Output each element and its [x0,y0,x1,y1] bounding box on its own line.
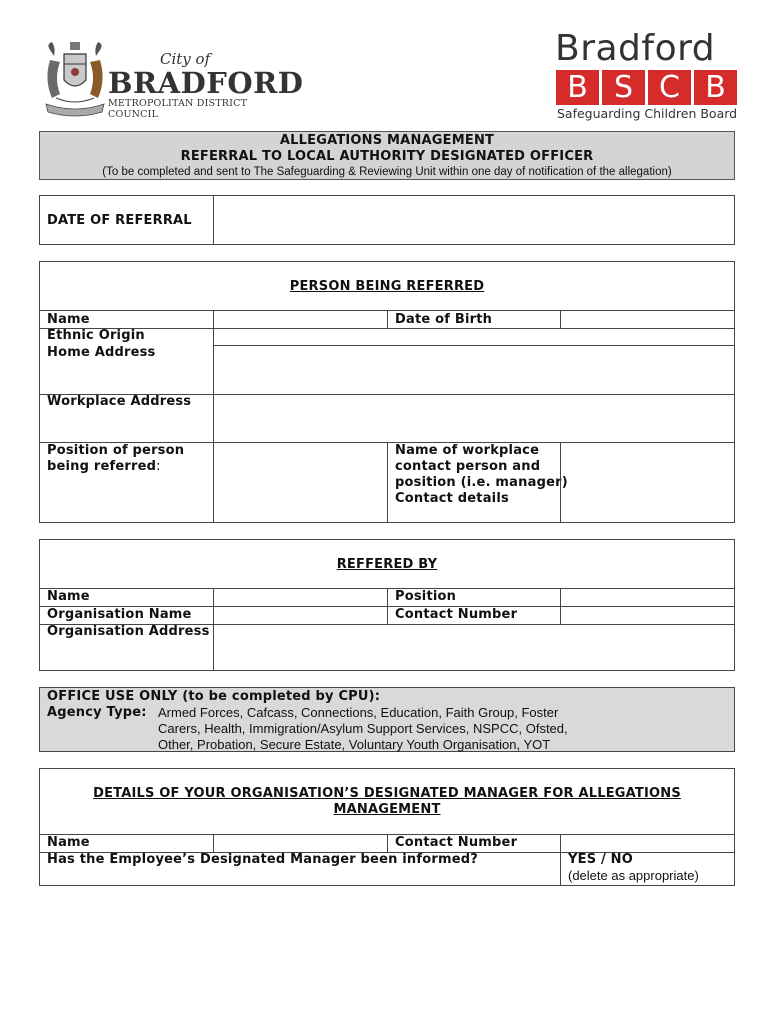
home-address-label: Home Address [47,345,156,360]
manager-name-label: Name [47,835,90,850]
date-of-birth-label: Date of Birth [395,312,493,327]
form-header [39,131,735,180]
organisation-address-label: Organisation Address [47,624,210,639]
referrer-name-field[interactable] [213,588,387,606]
home-address-field[interactable] [213,345,734,394]
ethnic-origin-label: Ethnic Origin [47,328,145,343]
agency-list-line1: Armed Forces, Cafcass, Connections, Education, Faith Group, Foster [158,705,559,720]
referred-by-section [39,539,735,671]
organisation-name-label: Organisation Name [47,607,192,622]
organisation-address-field[interactable] [213,624,734,670]
bscb-letter-b1: B [556,70,599,105]
workplace-contact-line3: position (i.e. manager) [395,475,568,490]
position-field[interactable] [213,442,387,522]
bscb-letter-b2: B [694,70,737,105]
form-subtitle: (To be completed and sent to The Safeguarding & Reviewing Unit within one day of notification of the allegation) [102,166,672,178]
position-label-line2: being referred: [47,459,161,474]
bradford-word: Bradford [555,28,716,69]
person-name-label: Name [47,312,90,327]
referrer-position-label: Position [395,589,457,604]
date-of-referral-box [39,195,735,245]
bscb-letter-c: C [648,70,691,105]
referred-by-heading: REFFERED BY [336,557,438,572]
date-of-birth-field[interactable] [560,310,734,328]
designated-heading-2: MANAGEMENT [333,802,441,817]
contact-details-label: Contact details [395,491,509,506]
yes-no-option[interactable]: YES / NO [568,852,633,867]
organisation-name-field[interactable] [213,606,387,624]
bscb-tagline: Safeguarding Children Board [557,106,738,121]
person-name-field[interactable] [213,310,387,328]
form-title-1: ALLEGATIONS MANAGEMENT [279,133,495,148]
coat-of-arms-icon [42,40,108,118]
council-text: METROPOLITAN DISTRICT COUNCIL [108,98,248,120]
date-of-referral-field[interactable] [213,196,735,244]
workplace-contact-field[interactable] [560,442,734,522]
contact-number-label: Contact Number [395,607,518,622]
bradford-text: BRADFORD [108,66,304,100]
contact-number-field[interactable] [560,606,734,624]
referrer-position-field[interactable] [560,588,734,606]
manager-contact-number-field[interactable] [560,834,734,852]
delete-as-appropriate-note: (delete as appropriate) [568,868,699,883]
designated-manager-section [39,768,735,886]
bscb-logo [555,28,740,124]
bscb-letters [556,70,737,105]
manager-name-field[interactable] [213,834,387,852]
person-heading: PERSON BEING REFERRED [289,279,485,294]
workplace-address-field[interactable] [213,394,734,442]
city-of-bradford-logo [42,40,304,120]
referrer-name-label: Name [47,589,90,604]
manager-contact-number-label: Contact Number [395,835,518,850]
agency-list-line3: Other, Probation, Secure Estate, Voluntary Youth Organisation, YOT [158,737,551,752]
agency-type-label: Agency Type: [47,705,147,720]
bscb-letter-s: S [602,70,645,105]
person-being-referred-section [39,261,735,523]
workplace-address-label: Workplace Address [47,394,192,409]
yes-no-field[interactable] [560,852,734,885]
form-title-2: REFERRAL TO LOCAL AUTHORITY DESIGNATED OFFICER [180,149,594,164]
date-of-referral-label: DATE OF REFERRAL [47,213,192,228]
ethnic-origin-field[interactable] [213,328,734,345]
workplace-contact-line1: Name of workplace [395,443,540,458]
designated-heading-1: DETAILS OF YOUR ORGANISATION’S DESIGNATED MANAGER FOR ALLEGATIONS [93,786,681,801]
office-use-box [39,687,735,752]
agency-list-line2: Carers, Health, Immigration/Asylum Support Services, NSPCC, Ofsted, [158,721,568,736]
position-label-text: being referred [47,459,157,474]
position-label-line1: Position of person [47,443,185,458]
office-use-title: OFFICE USE ONLY (to be completed by CPU): [47,689,381,704]
city-of-text: City of [160,50,211,68]
workplace-contact-line2: contact person and [395,459,541,474]
manager-informed-question: Has the Employee’s Designated Manager been informed? [47,852,478,867]
